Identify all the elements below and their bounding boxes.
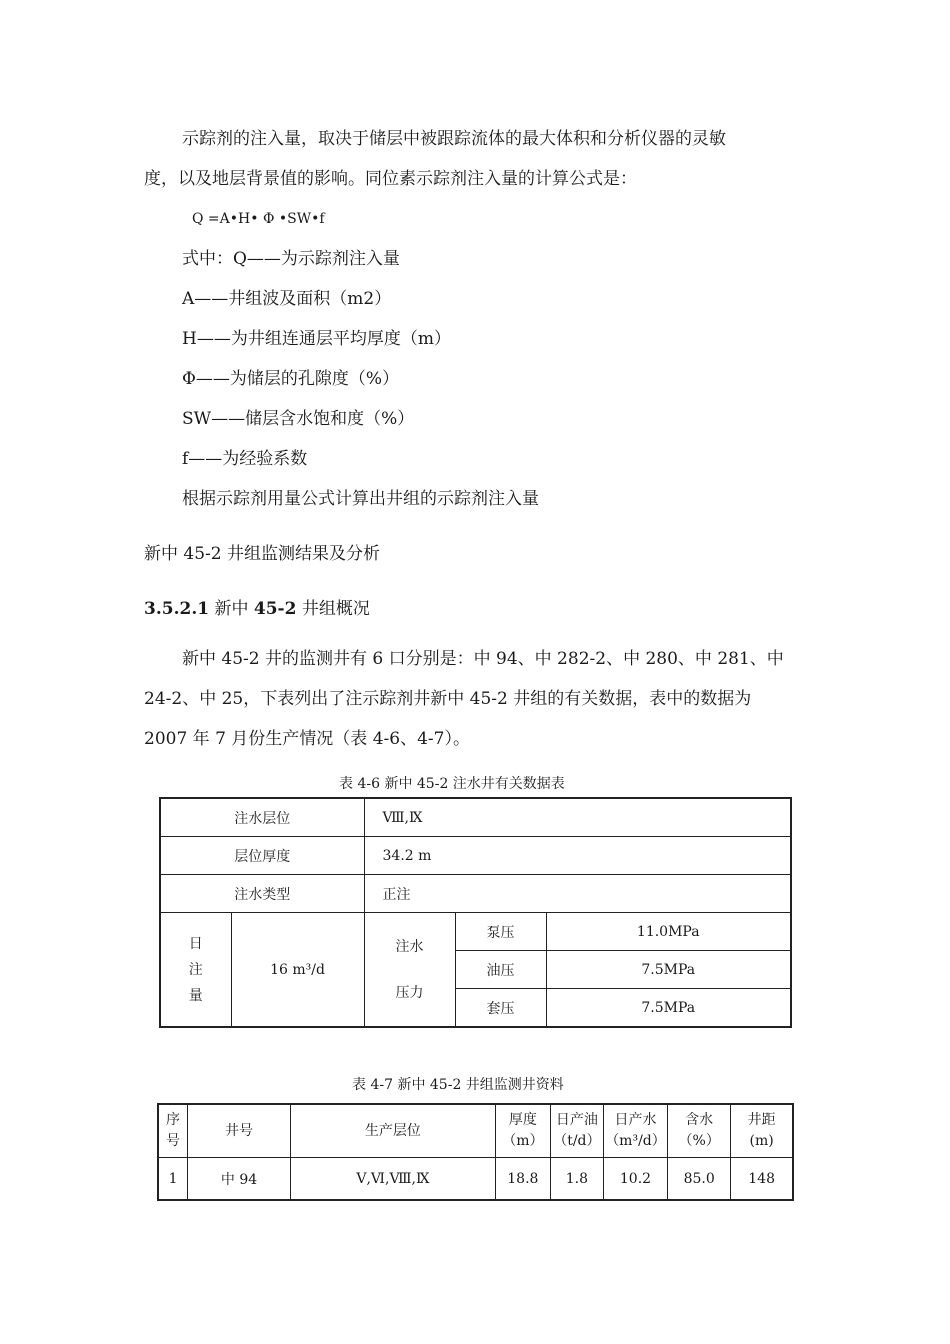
table-caption: 表 4-6 新中 45-2 注水井有关数据表 — [339, 776, 565, 792]
definition-item: Φ——为储层的孔隙度（%） — [182, 369, 400, 389]
subsection-number: 3.5.2.1 — [144, 599, 210, 619]
subsection-well-id: 45-2 — [253, 599, 297, 619]
table-cell: 1.8 — [550, 1158, 603, 1201]
header-text: 日产水 — [614, 1112, 657, 1128]
subsection-heading — [144, 597, 370, 621]
definition-item: A——井组波及面积（m2） — [182, 289, 392, 309]
daily-injection-label — [160, 913, 231, 1028]
header-text: 厚度 — [508, 1112, 537, 1128]
header-unit: （m） — [502, 1133, 544, 1149]
table-cell: 套压 — [455, 989, 546, 1028]
header-unit: （t/d） — [553, 1133, 601, 1149]
table-cell: 正注 — [364, 875, 791, 913]
definition-item: f——为经验系数 — [182, 449, 308, 469]
table-cell: 7.5MPa — [546, 951, 791, 989]
table-cell: 1 — [158, 1158, 188, 1201]
label-char: 量 — [188, 987, 203, 1004]
label-char: 注 — [188, 961, 203, 978]
table-cell: 泵压 — [455, 913, 546, 951]
table-row — [158, 1158, 793, 1201]
table-cell: 层位厚度 — [160, 837, 364, 875]
table-cell: 注水类型 — [160, 875, 364, 913]
table-cell: 注水层位 — [160, 798, 364, 837]
paragraph-conclusion: 根据示踪剂用量公式计算出井组的示踪剂注入量 — [182, 489, 539, 509]
header-unit: (m) — [749, 1133, 774, 1149]
label-part: 注水 — [395, 938, 424, 955]
table-row — [160, 837, 791, 875]
table-cell: Ⅷ,Ⅸ — [364, 798, 791, 837]
header-daily-water — [603, 1104, 667, 1158]
table-cell: 7.5MPa — [546, 989, 791, 1028]
monitoring-wells-table — [157, 1103, 794, 1201]
injection-well-table — [159, 797, 792, 1028]
header-thickness — [495, 1104, 550, 1158]
header-text: 日产油 — [555, 1112, 598, 1128]
table-cell: 18.8 — [495, 1158, 550, 1201]
label-char: 日 — [188, 935, 203, 952]
header-text: 号 — [166, 1133, 181, 1149]
header-text: 井距 — [747, 1112, 776, 1128]
table-cell: 油压 — [455, 951, 546, 989]
header-index — [158, 1104, 188, 1158]
table-row — [160, 913, 791, 951]
subsection-post: 井组概况 — [301, 599, 370, 619]
text-line: 示踪剂的注入量，取决于储层中被跟踪流体的最大体积和分析仪器的灵敏 — [182, 129, 726, 149]
subsection-pre: 新中 — [214, 599, 249, 619]
table-row — [160, 798, 791, 837]
section-title: 新中 45-2 井组监测结果及分析 — [144, 544, 380, 564]
text-line: 2007 年 7 月份生产情况（表 4-6、4-7）。 — [144, 729, 470, 749]
table-row — [160, 875, 791, 913]
table-caption: 表 4-7 新中 45-2 井组监测井资料 — [352, 1077, 564, 1093]
header-text: 含水 — [685, 1112, 714, 1128]
daily-injection-value: 16 m³/d — [231, 913, 364, 1028]
definition-item: H——为井组连通层平均厚度（m） — [182, 329, 451, 349]
text-line: 新中 45-2 井的监测井有 6 口分别是：中 94、中 282-2、中 280、中 281、中 — [182, 649, 784, 669]
header-unit: （m³/d） — [605, 1133, 666, 1149]
table-cell: 10.2 — [603, 1158, 667, 1201]
header-text: 序 — [166, 1112, 181, 1128]
pressure-group-label — [364, 913, 455, 1028]
table-header-row — [158, 1104, 793, 1158]
header-layer: 生产层位 — [290, 1104, 495, 1158]
header-well-spacing — [731, 1104, 793, 1158]
table-cell: 11.0MPa — [546, 913, 791, 951]
table-cell: Ⅴ,Ⅵ,Ⅷ,Ⅸ — [290, 1158, 495, 1201]
table-cell: 148 — [731, 1158, 793, 1201]
formula: Q =A•H• Φ •SW•f — [192, 211, 325, 227]
table-cell: 34.2 m — [364, 837, 791, 875]
table-cell: 85.0 — [668, 1158, 731, 1201]
header-well-no: 井号 — [188, 1104, 291, 1158]
header-unit: （%） — [678, 1133, 720, 1149]
definition-item: 式中：Q——为示踪剂注入量 — [182, 249, 400, 269]
header-water-cut — [668, 1104, 731, 1158]
header-daily-oil — [550, 1104, 603, 1158]
text-line: 度，以及地层背景值的影响。同位素示踪剂注入量的计算公式是： — [144, 169, 637, 189]
definition-item: SW——储层含水饱和度（%） — [182, 409, 415, 429]
table-cell: 中 94 — [188, 1158, 291, 1201]
text-line: 24-2、中 25，下表列出了注示踪剂井新中 45-2 井组的有关数据，表中的数据为 — [144, 689, 752, 709]
label-part: 压力 — [395, 984, 424, 1001]
